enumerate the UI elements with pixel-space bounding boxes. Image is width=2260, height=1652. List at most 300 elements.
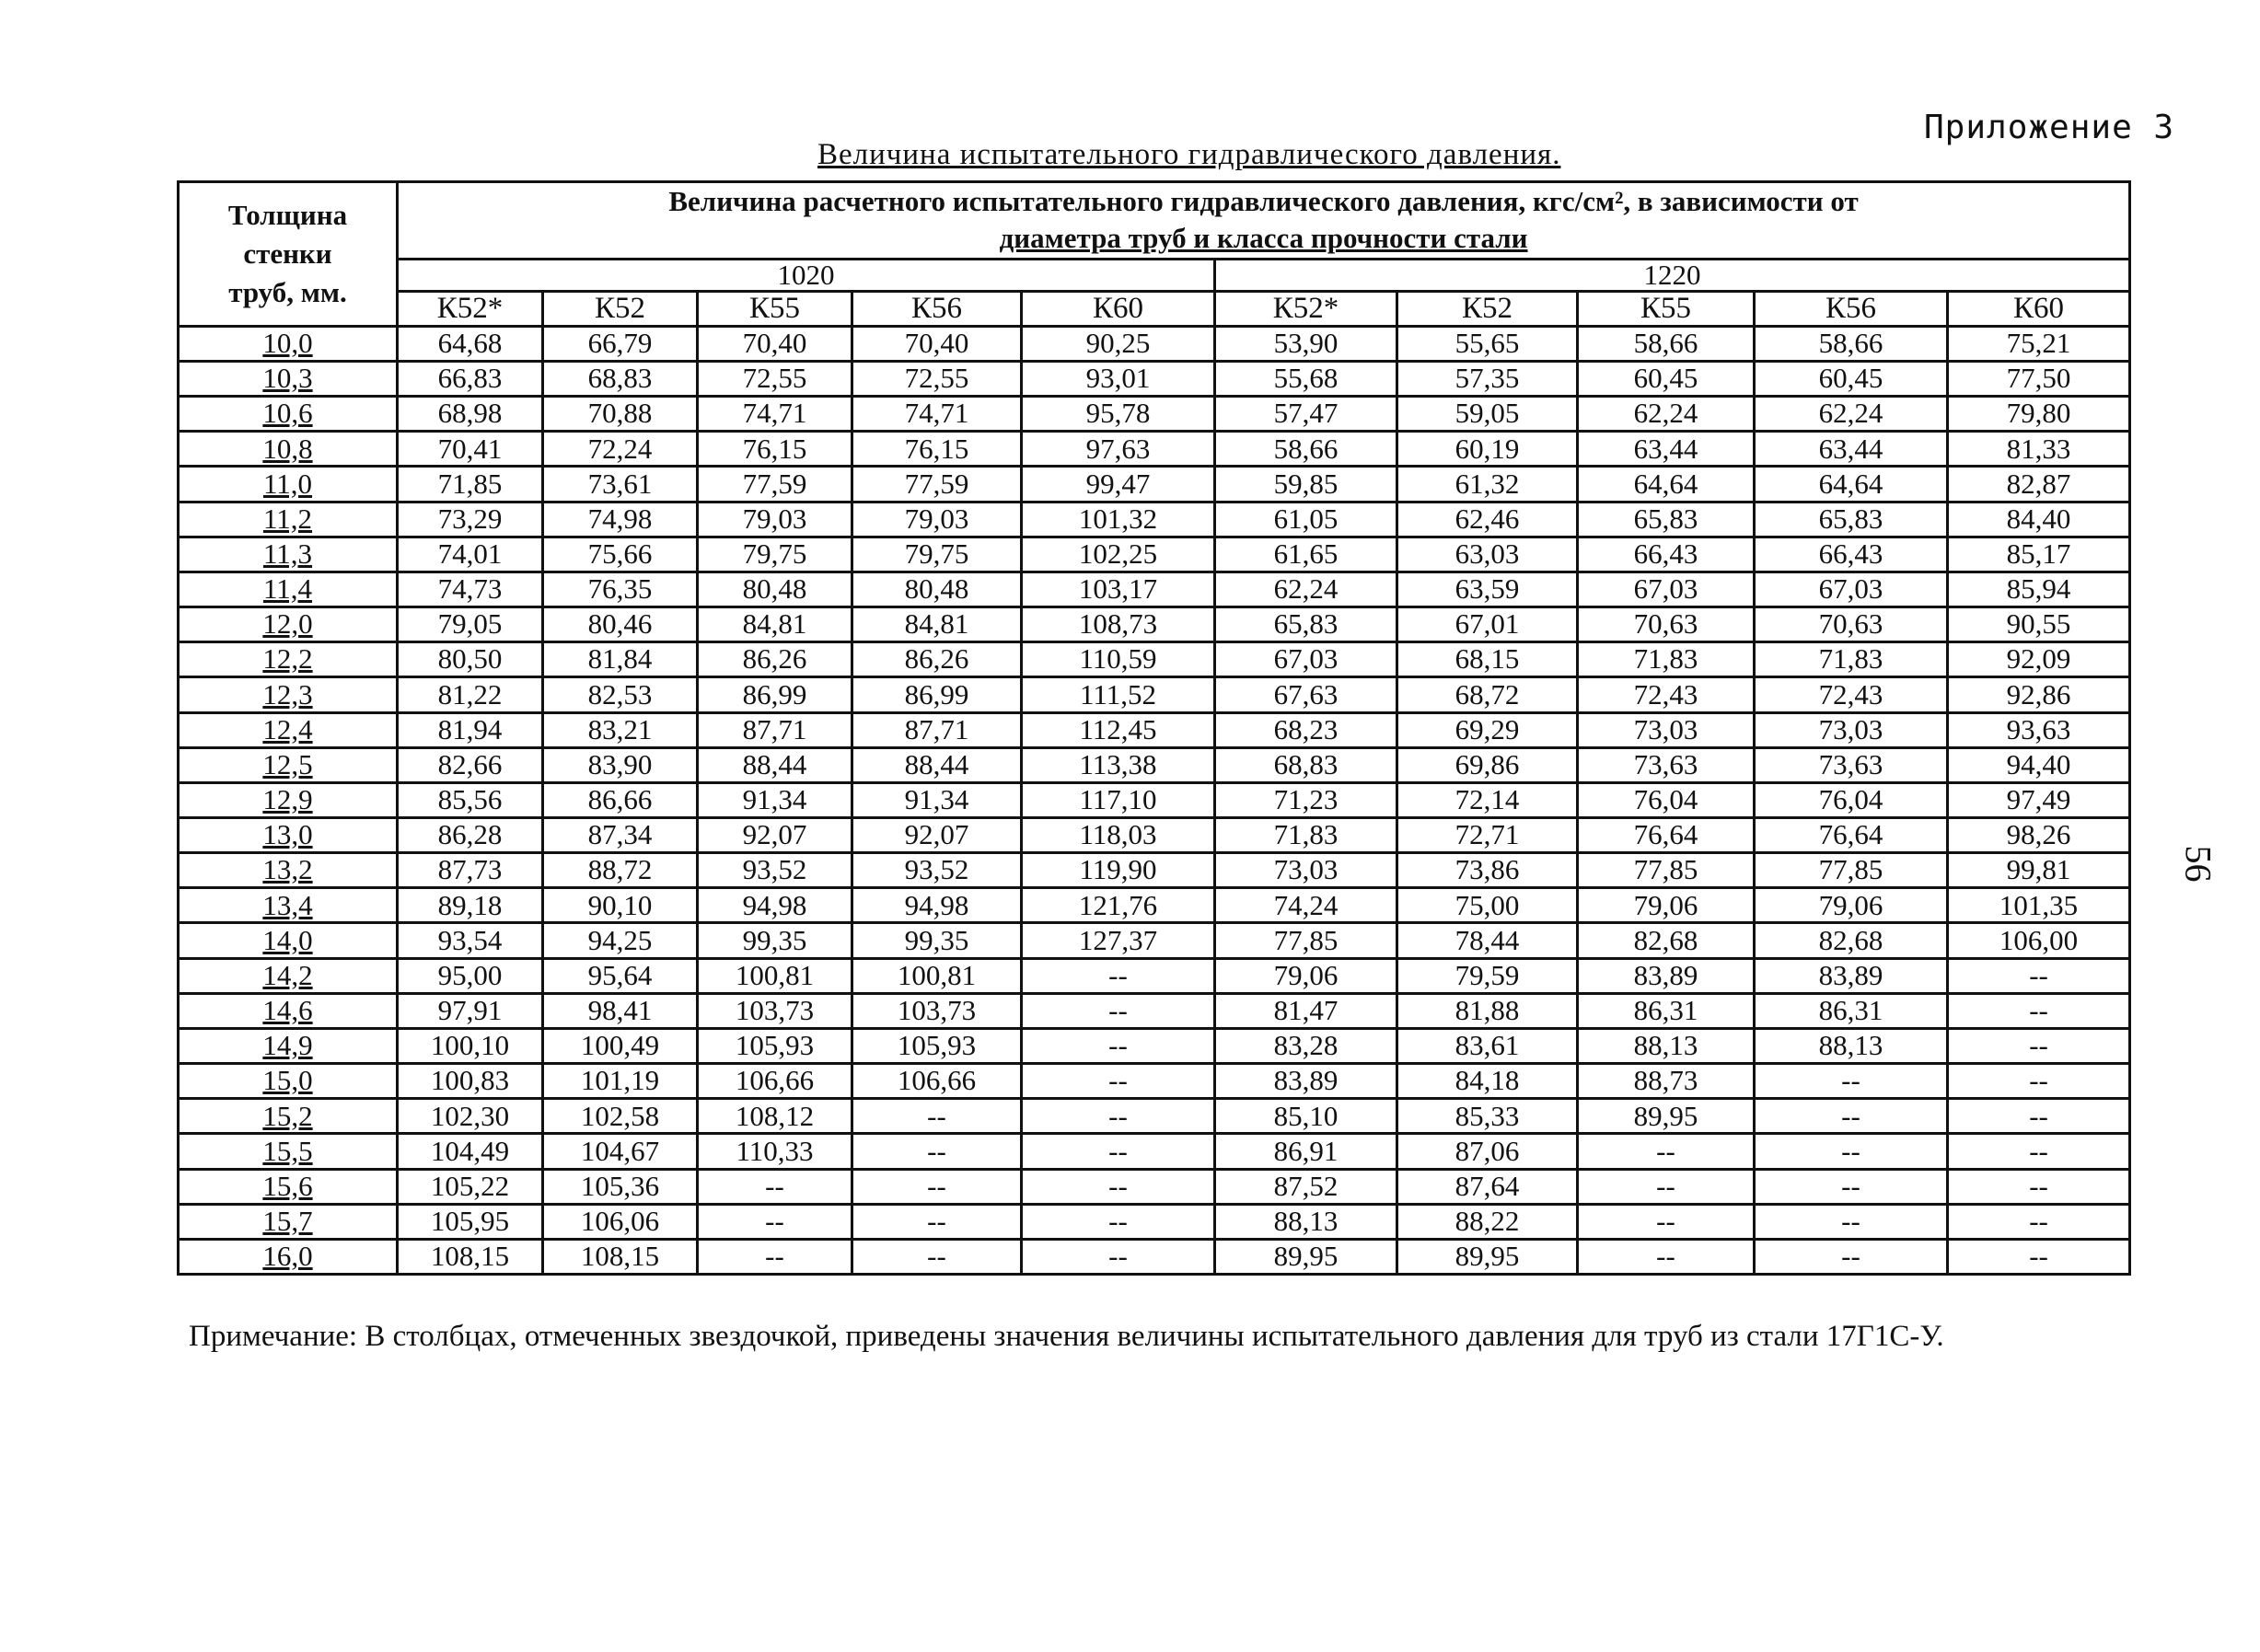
pressure-value-cell: 86,31 — [1578, 993, 1755, 1028]
pressure-value-cell: 73,03 — [1578, 712, 1755, 747]
pressure-value-cell: 99,81 — [1948, 853, 2130, 888]
pressure-value-cell: 87,34 — [543, 817, 698, 852]
pressure-value-cell: 60,19 — [1397, 432, 1578, 467]
pressure-value-cell: 76,35 — [543, 572, 698, 607]
pressure-value-cell: 59,85 — [1215, 467, 1397, 502]
table-row — [179, 747, 2130, 782]
pressure-value-cell: 80,46 — [543, 607, 698, 642]
pressure-value-cell: 85,10 — [1215, 1099, 1397, 1134]
pressure-value-cell: 92,86 — [1948, 677, 2130, 712]
pressure-value-cell: 88,72 — [543, 853, 698, 888]
pressure-value-cell: 73,63 — [1755, 747, 1948, 782]
table-body — [179, 326, 2130, 1274]
pressure-value-cell: 88,44 — [698, 747, 852, 782]
table-row — [179, 1099, 2130, 1134]
pressure-value-cell: -- — [1948, 1064, 2130, 1099]
table-row — [179, 502, 2130, 537]
pressure-value-cell: 88,13 — [1755, 1028, 1948, 1063]
pressure-value-cell: 97,63 — [1022, 432, 1215, 467]
pressure-value-cell: 104,67 — [543, 1134, 698, 1169]
pressure-value-cell: 87,52 — [1215, 1169, 1397, 1204]
wall-thickness-cell: 13,2 — [179, 853, 398, 888]
pressure-value-cell: 89,18 — [398, 888, 543, 923]
pressure-value-cell: 71,83 — [1578, 642, 1755, 677]
pressure-value-cell: 77,85 — [1755, 853, 1948, 888]
pressure-value-cell: 98,26 — [1948, 817, 2130, 852]
pressure-value-cell: 63,44 — [1755, 432, 1948, 467]
wall-thickness-cell: 14,9 — [179, 1028, 398, 1063]
pressure-value-cell: 62,24 — [1578, 397, 1755, 432]
table-row — [179, 537, 2130, 572]
pressure-value-cell: 99,35 — [698, 923, 852, 958]
table-row — [179, 467, 2130, 502]
pressure-value-cell: 82,68 — [1578, 923, 1755, 958]
pressure-value-cell: 73,86 — [1397, 853, 1578, 888]
pressure-value-cell: 106,00 — [1948, 923, 2130, 958]
pressure-value-cell: 68,98 — [398, 397, 543, 432]
pressure-value-cell: 86,99 — [852, 677, 1022, 712]
pressure-value-cell: 91,34 — [852, 782, 1022, 817]
pressure-value-cell: -- — [1948, 958, 2130, 993]
pressure-value-cell: -- — [852, 1169, 1022, 1204]
pressure-value-cell: 93,54 — [398, 923, 543, 958]
pressure-value-cell: 95,78 — [1022, 397, 1215, 432]
pressure-value-cell: 111,52 — [1022, 677, 1215, 712]
pressure-value-cell: 95,00 — [398, 958, 543, 993]
footnote: Примечание: В столбцах, отмеченных звездочкой, приведены значения величины испытательного давления для труб из стали 17Г1С-У. — [189, 1320, 1944, 1353]
pressure-value-cell: 101,32 — [1022, 502, 1215, 537]
steel-class-row — [179, 292, 2130, 327]
steel-class-header: К52* — [1215, 292, 1397, 327]
table-row — [179, 958, 2130, 993]
pressure-value-cell: 108,73 — [1022, 607, 1215, 642]
pressure-value-cell: 75,21 — [1948, 326, 2130, 361]
pressure-value-cell: 85,17 — [1948, 537, 2130, 572]
pressure-value-cell: 68,83 — [1215, 747, 1397, 782]
pressure-value-cell: 90,55 — [1948, 607, 2130, 642]
pressure-value-cell: 79,03 — [852, 502, 1022, 537]
pressure-value-cell: 57,35 — [1397, 361, 1578, 396]
table-row — [179, 1134, 2130, 1169]
diameter-header-1220: 1220 — [1215, 259, 2130, 292]
pressure-value-cell: 102,25 — [1022, 537, 1215, 572]
pressure-value-cell: 101,35 — [1948, 888, 2130, 923]
pressure-value-cell: 80,48 — [698, 572, 852, 607]
pressure-value-cell: 85,33 — [1397, 1099, 1578, 1134]
pressure-value-cell: 75,66 — [543, 537, 698, 572]
pressure-value-cell: 112,45 — [1022, 712, 1215, 747]
pressure-value-cell: 93,63 — [1948, 712, 2130, 747]
pressure-value-cell: 61,32 — [1397, 467, 1578, 502]
page-number: 56 — [2177, 845, 2219, 883]
pressure-value-cell: 95,64 — [543, 958, 698, 993]
pressure-value-cell: 86,91 — [1215, 1134, 1397, 1169]
pressure-value-cell: 90,25 — [1022, 326, 1215, 361]
pressure-value-cell: 83,28 — [1215, 1028, 1397, 1063]
wall-thickness-cell: 15,7 — [179, 1204, 398, 1239]
pressure-value-cell: 65,83 — [1215, 607, 1397, 642]
pressure-value-cell: 105,22 — [398, 1169, 543, 1204]
pressure-value-cell: 55,65 — [1397, 326, 1578, 361]
pressure-table — [177, 180, 2131, 1276]
pressure-value-cell: 84,18 — [1397, 1064, 1578, 1099]
pressure-value-cell: -- — [1755, 1204, 1948, 1239]
pressure-value-cell: 99,47 — [1022, 467, 1215, 502]
table-row — [179, 1028, 2130, 1063]
pressure-value-cell: 104,49 — [398, 1134, 543, 1169]
pressure-value-cell: 110,33 — [698, 1134, 852, 1169]
wall-thickness-cell: 15,2 — [179, 1099, 398, 1134]
pressure-value-cell: 86,28 — [398, 817, 543, 852]
pressure-value-cell: -- — [1022, 1028, 1215, 1063]
pressure-value-cell: -- — [698, 1169, 852, 1204]
steel-class-header: К55 — [1578, 292, 1755, 327]
pressure-value-cell: 71,83 — [1215, 817, 1397, 852]
pressure-value-cell: 86,26 — [698, 642, 852, 677]
pressure-value-cell: 113,38 — [1022, 747, 1215, 782]
pressure-value-cell: 106,66 — [698, 1064, 852, 1099]
pressure-value-cell: 71,85 — [398, 467, 543, 502]
pressure-value-cell: 68,23 — [1215, 712, 1397, 747]
steel-class-header: К56 — [852, 292, 1022, 327]
wall-thickness-cell: 10,8 — [179, 432, 398, 467]
pressure-value-cell: 100,81 — [852, 958, 1022, 993]
pressure-value-cell: 72,14 — [1397, 782, 1578, 817]
pressure-value-cell: 86,66 — [543, 782, 698, 817]
pressure-value-cell: 80,48 — [852, 572, 1022, 607]
pressure-value-cell: 73,61 — [543, 467, 698, 502]
pressure-value-cell: 83,61 — [1397, 1028, 1578, 1063]
pressure-value-cell: 81,88 — [1397, 993, 1578, 1028]
wall-thickness-cell: 12,3 — [179, 677, 398, 712]
table-row — [179, 432, 2130, 467]
pressure-value-cell: -- — [852, 1099, 1022, 1134]
pressure-value-cell: 76,64 — [1755, 817, 1948, 852]
pressure-value-cell: 86,31 — [1755, 993, 1948, 1028]
pressure-value-cell: 98,41 — [543, 993, 698, 1028]
pressure-value-cell: 72,43 — [1578, 677, 1755, 712]
pressure-value-cell: -- — [1022, 1134, 1215, 1169]
steel-class-header: К52 — [1397, 292, 1578, 327]
pressure-value-cell: -- — [1755, 1239, 1948, 1274]
pressure-value-cell: -- — [1022, 1204, 1215, 1239]
pressure-value-cell: 88,22 — [1397, 1204, 1578, 1239]
wall-thickness-cell: 11,3 — [179, 537, 398, 572]
pressure-value-cell: -- — [1948, 1134, 2130, 1169]
pressure-value-cell: 103,73 — [698, 993, 852, 1028]
pressure-value-cell: 84,40 — [1948, 502, 2130, 537]
wall-thickness-cell: 13,4 — [179, 888, 398, 923]
wall-thickness-cell: 12,5 — [179, 747, 398, 782]
pressure-value-cell: 91,34 — [698, 782, 852, 817]
thickness-header-line: стенки — [243, 237, 332, 270]
pressure-header-line1: Величина расчетного испытательного гидравлического давления, кгс/см², в зависимости от — [668, 185, 1859, 217]
pressure-value-cell: 100,49 — [543, 1028, 698, 1063]
pressure-value-cell: -- — [852, 1134, 1022, 1169]
pressure-value-cell: -- — [1755, 1134, 1948, 1169]
pressure-value-cell: 87,06 — [1397, 1134, 1578, 1169]
pressure-value-cell: 94,40 — [1948, 747, 2130, 782]
pressure-header-line2: диаметра труб и класса прочности стали — [999, 222, 1528, 255]
steel-class-header: К56 — [1755, 292, 1948, 327]
wall-thickness-cell: 11,0 — [179, 467, 398, 502]
pressure-value-cell: 73,03 — [1215, 853, 1397, 888]
pressure-value-cell: 90,10 — [543, 888, 698, 923]
pressure-value-cell: -- — [698, 1204, 852, 1239]
pressure-value-cell: 76,04 — [1578, 782, 1755, 817]
pressure-value-cell: 60,45 — [1578, 361, 1755, 396]
pressure-value-cell: 87,71 — [698, 712, 852, 747]
pressure-value-cell: 82,53 — [543, 677, 698, 712]
pressure-value-cell: 79,05 — [398, 607, 543, 642]
pressure-value-cell: 58,66 — [1755, 326, 1948, 361]
pressure-value-cell: 97,49 — [1948, 782, 2130, 817]
pressure-value-cell: 89,95 — [1578, 1099, 1755, 1134]
pressure-value-cell: -- — [1948, 1169, 2130, 1204]
pressure-value-cell: 67,03 — [1755, 572, 1948, 607]
pressure-value-cell: -- — [1022, 1169, 1215, 1204]
pressure-value-cell: 61,05 — [1215, 502, 1397, 537]
table-row — [179, 397, 2130, 432]
pressure-value-cell: 72,71 — [1397, 817, 1578, 852]
pressure-value-cell: 63,44 — [1578, 432, 1755, 467]
pressure-value-cell: 78,44 — [1397, 923, 1578, 958]
table-row — [179, 712, 2130, 747]
steel-class-header: К60 — [1948, 292, 2130, 327]
pressure-value-cell: 70,40 — [852, 326, 1022, 361]
pressure-value-cell: 85,94 — [1948, 572, 2130, 607]
pressure-value-cell: 121,76 — [1022, 888, 1215, 923]
pressure-value-cell: 88,13 — [1578, 1028, 1755, 1063]
pressure-value-cell: 81,94 — [398, 712, 543, 747]
pressure-value-cell: 72,55 — [852, 361, 1022, 396]
pressure-value-cell: 74,24 — [1215, 888, 1397, 923]
pressure-value-cell: 77,85 — [1578, 853, 1755, 888]
pressure-value-cell: 94,25 — [543, 923, 698, 958]
pressure-value-cell: -- — [1948, 1028, 2130, 1063]
pressure-value-cell: 85,56 — [398, 782, 543, 817]
pressure-value-cell: 87,71 — [852, 712, 1022, 747]
pressure-value-cell: 118,03 — [1022, 817, 1215, 852]
pressure-value-cell: 64,64 — [1755, 467, 1948, 502]
pressure-value-cell: 67,01 — [1397, 607, 1578, 642]
pressure-value-cell: 71,83 — [1755, 642, 1948, 677]
pressure-value-cell: 77,50 — [1948, 361, 2130, 396]
table-row — [179, 361, 2130, 396]
pressure-value-cell: -- — [1755, 1064, 1948, 1099]
table-row — [179, 677, 2130, 712]
pressure-value-cell: 60,45 — [1755, 361, 1948, 396]
pressure-value-cell: 76,15 — [698, 432, 852, 467]
wall-thickness-cell: 15,6 — [179, 1169, 398, 1204]
pressure-value-cell: 76,04 — [1755, 782, 1948, 817]
wall-thickness-cell: 15,5 — [179, 1134, 398, 1169]
pressure-value-cell: 105,93 — [698, 1028, 852, 1063]
pressure-value-cell: 84,81 — [852, 607, 1022, 642]
pressure-value-cell: 76,15 — [852, 432, 1022, 467]
pressure-value-cell: 69,86 — [1397, 747, 1578, 782]
table-row — [179, 1169, 2130, 1204]
pressure-value-cell: 55,68 — [1215, 361, 1397, 396]
pressure-value-cell: 53,90 — [1215, 326, 1397, 361]
pressure-value-cell: 94,98 — [698, 888, 852, 923]
table-row — [179, 888, 2130, 923]
pressure-value-cell: 77,85 — [1215, 923, 1397, 958]
pressure-value-cell: 87,64 — [1397, 1169, 1578, 1204]
pressure-value-cell: -- — [1948, 1099, 2130, 1134]
pressure-value-cell: 87,73 — [398, 853, 543, 888]
pressure-value-cell: 117,10 — [1022, 782, 1215, 817]
wall-thickness-cell: 14,2 — [179, 958, 398, 993]
table-row — [179, 572, 2130, 607]
pressure-value-cell: 66,43 — [1755, 537, 1948, 572]
pressure-value-cell: 74,73 — [398, 572, 543, 607]
wall-thickness-cell: 16,0 — [179, 1239, 398, 1274]
wall-thickness-cell: 13,0 — [179, 817, 398, 852]
table-row — [179, 817, 2130, 852]
pressure-value-cell: 93,52 — [698, 853, 852, 888]
pressure-value-cell: 108,12 — [698, 1099, 852, 1134]
table-row — [179, 1204, 2130, 1239]
thickness-header — [179, 182, 398, 327]
pressure-value-cell: -- — [1022, 1064, 1215, 1099]
pressure-value-cell: 76,64 — [1578, 817, 1755, 852]
pressure-value-cell: 59,05 — [1397, 397, 1578, 432]
pressure-value-cell: 63,03 — [1397, 537, 1578, 572]
pressure-value-cell: 88,73 — [1578, 1064, 1755, 1099]
pressure-value-cell: 81,22 — [398, 677, 543, 712]
pressure-value-cell: 100,81 — [698, 958, 852, 993]
pressure-value-cell: 77,59 — [852, 467, 1022, 502]
pressure-value-cell: 81,47 — [1215, 993, 1397, 1028]
pressure-value-cell: 82,87 — [1948, 467, 2130, 502]
wall-thickness-cell: 15,0 — [179, 1064, 398, 1099]
pressure-value-cell: 94,98 — [852, 888, 1022, 923]
pressure-value-cell: -- — [1578, 1134, 1755, 1169]
wall-thickness-cell: 10,6 — [179, 397, 398, 432]
pressure-value-cell: 70,63 — [1578, 607, 1755, 642]
wall-thickness-cell: 12,0 — [179, 607, 398, 642]
pressure-value-cell: 74,98 — [543, 502, 698, 537]
pressure-value-cell: -- — [1948, 1204, 2130, 1239]
pressure-value-cell: 79,06 — [1578, 888, 1755, 923]
pressure-value-cell: 58,66 — [1215, 432, 1397, 467]
pressure-value-cell: 74,01 — [398, 537, 543, 572]
pressure-value-cell: 86,99 — [698, 677, 852, 712]
thickness-header-line: труб, мм. — [228, 275, 347, 308]
pressure-value-cell: 62,24 — [1755, 397, 1948, 432]
pressure-value-cell: -- — [1755, 1099, 1948, 1134]
pressure-value-cell: 83,90 — [543, 747, 698, 782]
pressure-value-cell: 79,59 — [1397, 958, 1578, 993]
pressure-header — [398, 182, 2130, 260]
wall-thickness-cell: 10,3 — [179, 361, 398, 396]
pressure-value-cell: 73,63 — [1578, 747, 1755, 782]
pressure-value-cell: 61,65 — [1215, 537, 1397, 572]
pressure-value-cell: 58,66 — [1578, 326, 1755, 361]
pressure-value-cell: -- — [1948, 993, 2130, 1028]
pressure-value-cell: 93,52 — [852, 853, 1022, 888]
pressure-value-cell: 108,15 — [543, 1239, 698, 1274]
pressure-value-cell: 62,24 — [1215, 572, 1397, 607]
pressure-value-cell: -- — [1755, 1169, 1948, 1204]
pressure-value-cell: 88,13 — [1215, 1204, 1397, 1239]
pressure-value-cell: 103,17 — [1022, 572, 1215, 607]
pressure-value-cell: 67,03 — [1578, 572, 1755, 607]
pressure-value-cell: 71,23 — [1215, 782, 1397, 817]
pressure-value-cell: 93,01 — [1022, 361, 1215, 396]
pressure-value-cell: -- — [1022, 1239, 1215, 1274]
steel-class-header: К52 — [543, 292, 698, 327]
pressure-value-cell: -- — [852, 1239, 1022, 1274]
pressure-value-cell: 62,46 — [1397, 502, 1578, 537]
pressure-value-cell: 105,93 — [852, 1028, 1022, 1063]
document-title: Величина испытательного гидравлического давления. — [817, 138, 1561, 171]
pressure-value-cell: -- — [1022, 1099, 1215, 1134]
pressure-value-cell: 79,06 — [1755, 888, 1948, 923]
pressure-value-cell: 66,79 — [543, 326, 698, 361]
pressure-value-cell: 83,89 — [1578, 958, 1755, 993]
pressure-value-cell: 119,90 — [1022, 853, 1215, 888]
pressure-value-cell: 79,75 — [852, 537, 1022, 572]
pressure-value-cell: 65,83 — [1578, 502, 1755, 537]
pressure-value-cell: 80,50 — [398, 642, 543, 677]
pressure-value-cell: 100,83 — [398, 1064, 543, 1099]
pressure-value-cell: 102,30 — [398, 1099, 543, 1134]
pressure-value-cell: 102,58 — [543, 1099, 698, 1134]
pressure-value-cell: 64,68 — [398, 326, 543, 361]
steel-class-header: К60 — [1022, 292, 1215, 327]
pressure-value-cell: -- — [852, 1204, 1022, 1239]
pressure-value-cell: 74,71 — [698, 397, 852, 432]
pressure-value-cell: 63,59 — [1397, 572, 1578, 607]
table-row — [179, 1064, 2130, 1099]
pressure-value-cell: 81,84 — [543, 642, 698, 677]
pressure-value-cell: -- — [1578, 1204, 1755, 1239]
pressure-value-cell: 83,21 — [543, 712, 698, 747]
steel-class-header: К55 — [698, 292, 852, 327]
table-row — [179, 642, 2130, 677]
pressure-value-cell: 84,81 — [698, 607, 852, 642]
pressure-value-cell: 89,95 — [1215, 1239, 1397, 1274]
pressure-value-cell: 79,80 — [1948, 397, 2130, 432]
pressure-value-cell: 79,06 — [1215, 958, 1397, 993]
pressure-value-cell: 89,95 — [1397, 1239, 1578, 1274]
pressure-value-cell: 70,40 — [698, 326, 852, 361]
pressure-value-cell: 68,83 — [543, 361, 698, 396]
pressure-value-cell: 100,10 — [398, 1028, 543, 1063]
pressure-value-cell: 82,68 — [1755, 923, 1948, 958]
table-row — [179, 1239, 2130, 1274]
pressure-value-cell: 67,03 — [1215, 642, 1397, 677]
pressure-value-cell: 99,35 — [852, 923, 1022, 958]
pressure-value-cell: -- — [1578, 1169, 1755, 1204]
pressure-value-cell: 106,66 — [852, 1064, 1022, 1099]
table-row — [179, 326, 2130, 361]
pressure-value-cell: -- — [1022, 993, 1215, 1028]
pressure-value-cell: 69,29 — [1397, 712, 1578, 747]
appendix-label: Приложение 3 — [1924, 109, 2175, 146]
pressure-value-cell: 127,37 — [1022, 923, 1215, 958]
pressure-value-cell: 66,83 — [398, 361, 543, 396]
table-row — [179, 993, 2130, 1028]
pressure-value-cell: 73,29 — [398, 502, 543, 537]
pressure-value-cell: 86,26 — [852, 642, 1022, 677]
pressure-value-cell: 67,63 — [1215, 677, 1397, 712]
pressure-value-cell: 70,41 — [398, 432, 543, 467]
wall-thickness-cell: 14,6 — [179, 993, 398, 1028]
wall-thickness-cell: 12,4 — [179, 712, 398, 747]
